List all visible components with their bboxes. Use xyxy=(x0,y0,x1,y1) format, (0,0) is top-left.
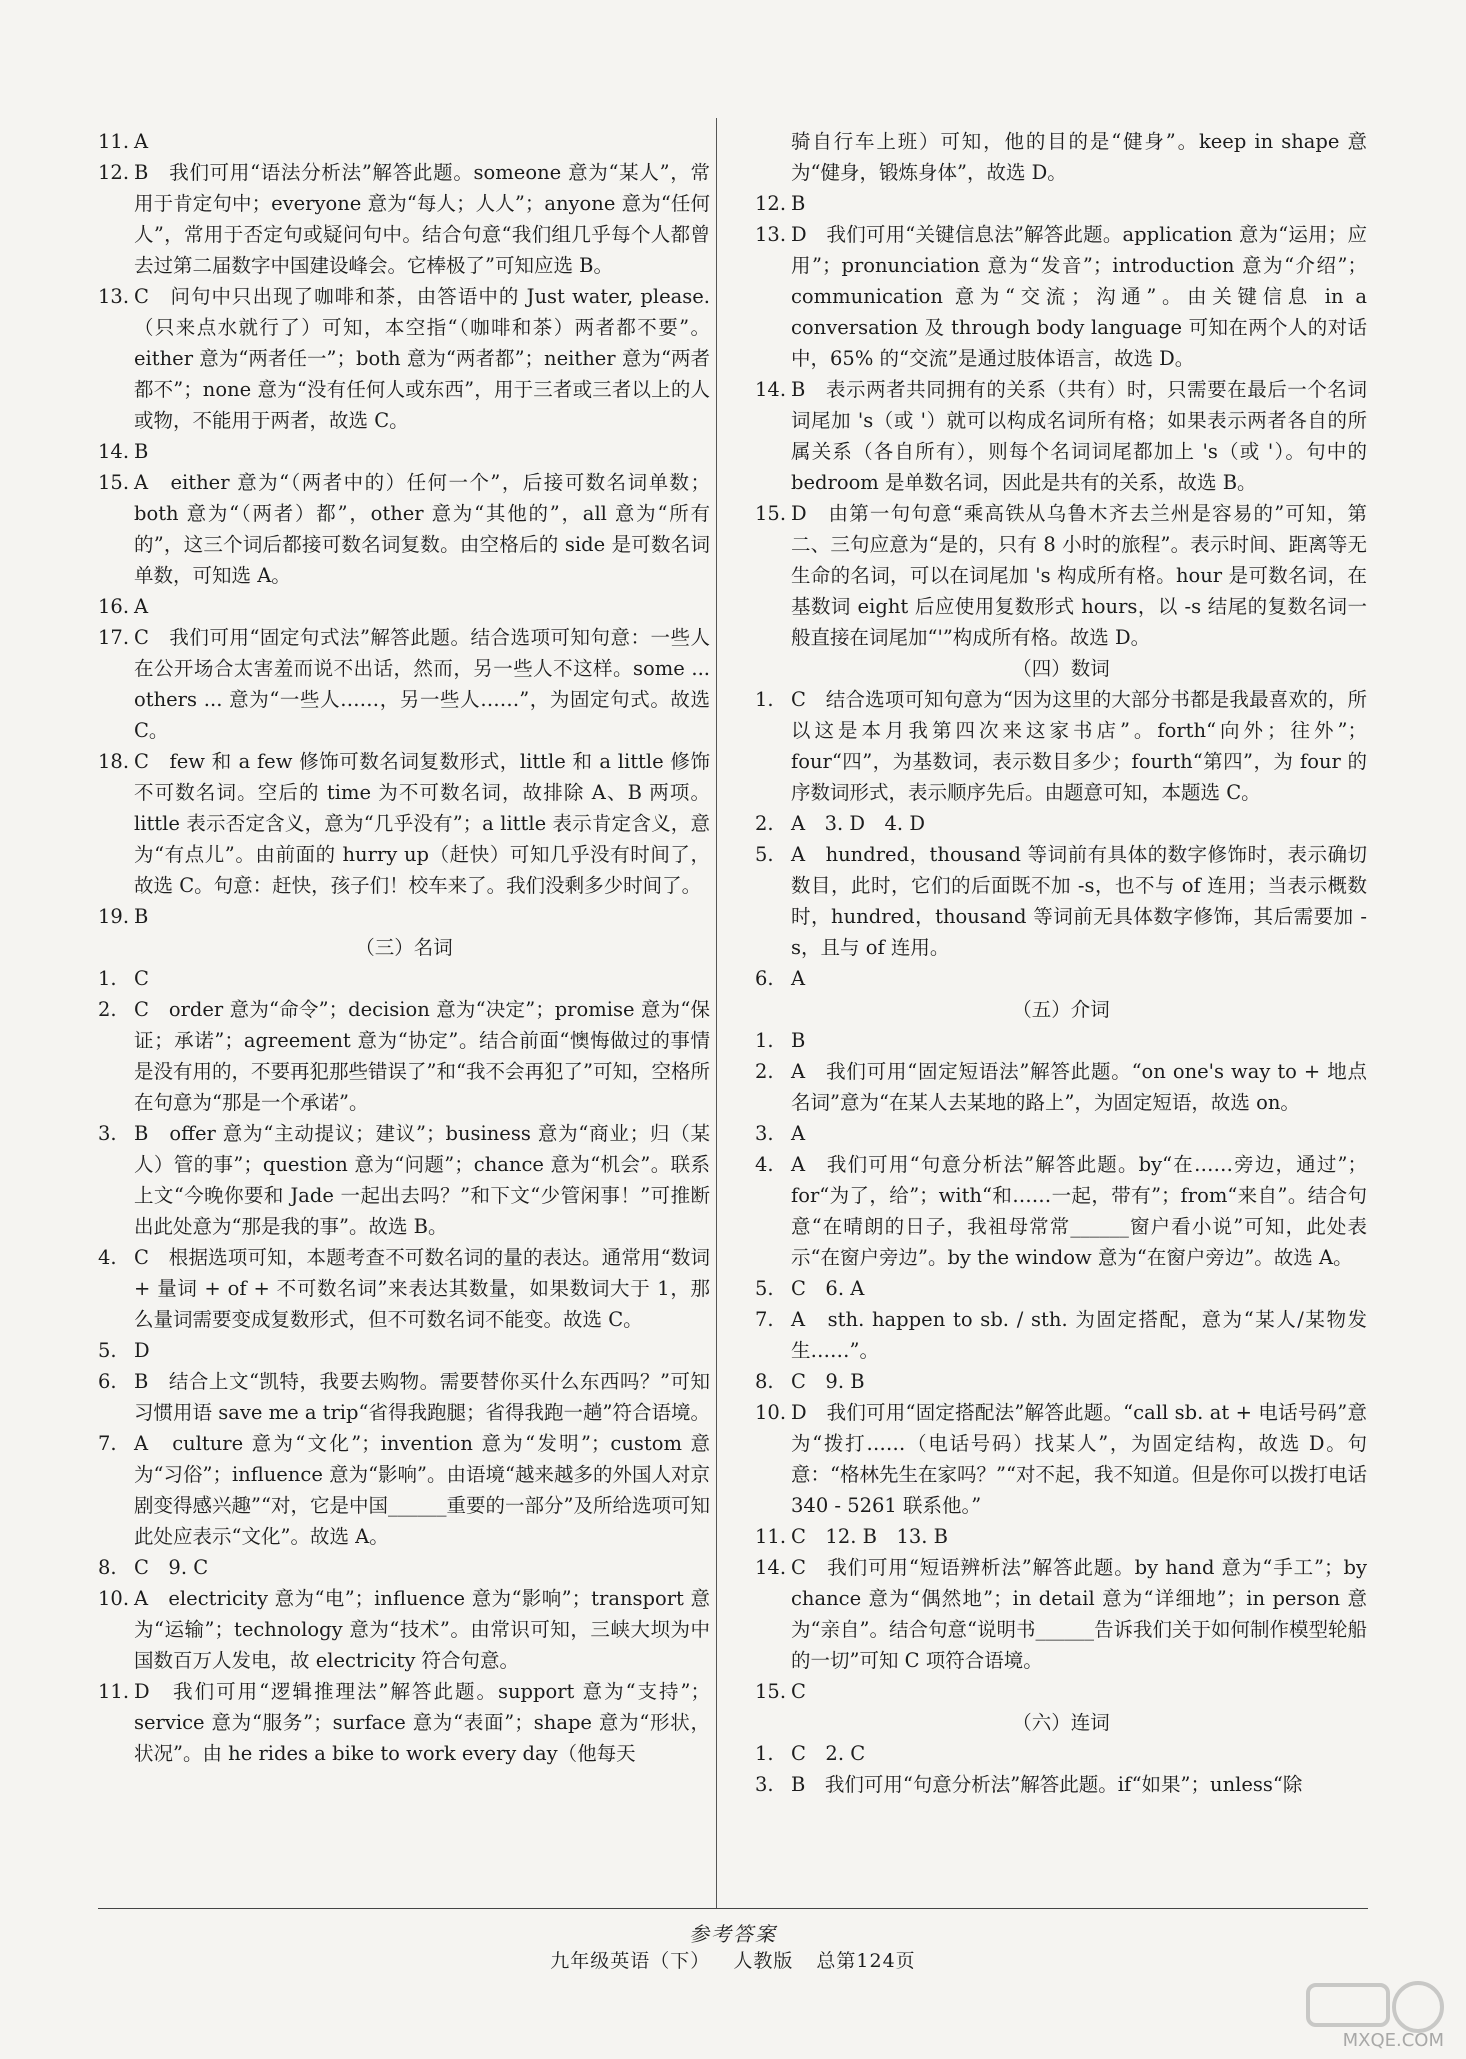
answer-item xyxy=(98,1552,710,1583)
answer-item xyxy=(755,219,1374,374)
answer-text: C 结合选项可知句意为“因为这里的大部分书都是我最喜欢的，所以这是本月我第四次来这家书店”。forth“向外；往外”；four“四”，为基数词，表示数目多少；fourth“第四”，为 four 的序数词形式，表示顺序先后。由题意可知，本题选 C。 xyxy=(791,688,1367,804)
answer-item xyxy=(98,1583,710,1676)
answer-text: A xyxy=(134,130,149,153)
answer-item xyxy=(98,622,717,746)
answer-item xyxy=(755,1056,1367,1118)
answer-number: 1. xyxy=(755,688,774,711)
column-divider xyxy=(716,118,717,1908)
answer-item xyxy=(755,1738,1367,1769)
footer-edition: 人教版 xyxy=(733,1950,794,1972)
answer-number: 10. xyxy=(98,1587,130,1610)
answer-text: B xyxy=(791,192,806,215)
answer-item xyxy=(755,684,1367,808)
answer-number: 12. xyxy=(755,192,787,215)
answer-number: 1. xyxy=(755,1742,774,1765)
answer-item xyxy=(98,1242,717,1335)
answer-item xyxy=(755,1552,1374,1676)
answer-item xyxy=(98,963,710,994)
answer-text: C xyxy=(134,967,149,990)
footer-rule xyxy=(98,1908,1368,1909)
answer-number: 10. xyxy=(755,1401,787,1424)
answer-number: 7. xyxy=(98,1432,117,1455)
answer-item xyxy=(755,808,1367,839)
watermark-text: MXQE.COM xyxy=(1342,2030,1444,2051)
answer-item xyxy=(755,839,1367,963)
answer-item xyxy=(755,1304,1367,1366)
answer-item xyxy=(98,281,710,436)
answer-number: 11. xyxy=(98,130,130,153)
answer-number: 15. xyxy=(755,502,787,525)
answer-item xyxy=(755,1273,1367,1304)
answer-number: 5. xyxy=(98,1339,117,1362)
answer-text: D xyxy=(134,1339,150,1362)
answer-text: C 12. B 13. B xyxy=(791,1525,948,1548)
answer-item xyxy=(755,1118,1367,1149)
answer-text: C 我们可用“短语辨析法”解答此题。by hand 意为“手工”；by chance 意为“偶然地”；in detail 意为“详细地”；in person 意为“亲自”。结合句意“说明书______告诉我们关于如何制作模型轮船的一切”可知 C 项符合语境。 xyxy=(791,1556,1374,1672)
answer-text: B xyxy=(134,440,149,463)
answer-number: 4. xyxy=(98,1246,117,1269)
answer-item xyxy=(98,1335,710,1366)
answer-item xyxy=(98,467,710,591)
answer-text: C 9. C xyxy=(134,1556,209,1579)
answer-number: 6. xyxy=(755,967,774,990)
answer-item xyxy=(755,498,1367,653)
answer-text: C 2. C xyxy=(791,1742,866,1765)
answer-text: C 6. A xyxy=(791,1277,865,1300)
answer-number: 8. xyxy=(98,1556,117,1579)
section-heading: （六）连词 xyxy=(1012,1711,1110,1734)
answer-number: 2. xyxy=(755,1060,774,1083)
answer-number: 11. xyxy=(755,1525,787,1548)
answer-text: C 9. B xyxy=(791,1370,865,1393)
answer-item xyxy=(98,157,710,281)
answer-item xyxy=(98,1676,710,1769)
answer-item xyxy=(98,994,710,1118)
footer-title: 参考答案 xyxy=(689,1922,777,1946)
answer-text: B 我们可用“句意分析法”解答此题。if“如果”；unless“除 xyxy=(791,1773,1303,1796)
answer-text: B 我们可用“语法分析法”解答此题。someone 意为“某人”，常用于肯定句中；everyone 意为“每人；人人”；anyone 意为“任何人”，常用于否定句或疑问句中。结合句意“我们组几乎每个人都曾去过第二届数字中国建设峰会。它棒极了”可知应选 B。 xyxy=(134,161,710,277)
answer-text: C order 意为“命令”；decision 意为“决定”；promise 意为“保证；承诺”；agreement 意为“协定”。结合前面“懊悔做过的事情是没有用的，不要再犯那些错误了”和“我不会再犯了”可知，空格所在句意为“那是一个承诺”。 xyxy=(134,998,710,1114)
answer-text: A xyxy=(791,967,806,990)
answer-number: 13. xyxy=(755,223,787,246)
answer-number: 14. xyxy=(755,378,787,401)
answer-text: C few 和 a few 修饰可数名词复数形式，little 和 a little 修饰不可数名词。空后的 time 为不可数名词，故排除 A、B 两项。little 表示否定含义，意为“几乎没有”；a little 表示肯定含义，意为“有点儿”。由前面的 hurry up（赶快）可知几乎没有时间了，故选 C。句意：赶快，孩子们！校车来了。我们没剩多少时间了。 xyxy=(134,750,710,897)
answer-item xyxy=(755,1769,1367,1800)
answer-text: A either 意为“（两者中的）任何一个”，后接可数名词单数；both 意为“（两者）都”，other 意为“其他的”，all 意为“所有的”，这三个词后都接可数名词复数。由空格后的 side 是可数名词单数，可知选 A。 xyxy=(134,471,710,587)
answer-item xyxy=(755,1149,1367,1273)
right-column xyxy=(755,126,1374,1800)
answer-text: A hundred，thousand 等词前有具体的数字修饰时，表示确切数目，此时，它们的后面既不加 -s，也不与 of 连用；当表示概数时，hundred，thousand 等词前无具体数字修饰，其后需要加 -s，且与 of 连用。 xyxy=(791,843,1367,959)
answer-number: 2. xyxy=(98,998,117,1021)
answer-text: A xyxy=(791,1122,806,1145)
answer-number: 13. xyxy=(98,285,130,308)
answer-number: 18. xyxy=(98,750,130,773)
answer-item xyxy=(98,436,710,467)
answer-number: 19. xyxy=(98,905,130,928)
answer-number: 4. xyxy=(755,1153,774,1176)
answer-item xyxy=(755,1397,1374,1521)
answer-text: D 我们可用“固定搭配法”解答此题。“call sb. at + 电话号码”意为“拨打……（电话号码）找某人”，为固定结构，故选 D。句意：“格林先生在家吗？”“对不起，我不知道。但是你可以拨打电话 340 - 5261 联系他。” xyxy=(791,1401,1374,1517)
answer-text: A sth. happen to sb. / sth. 为固定搭配，意为“某人/某物发生……”。 xyxy=(791,1308,1367,1362)
answer-item xyxy=(755,1025,1367,1056)
answer-number: 5. xyxy=(755,1277,774,1300)
answer-number: 1. xyxy=(98,967,117,990)
answer-text: A 3. D 4. D xyxy=(791,812,925,835)
answer-item xyxy=(98,1366,710,1428)
answer-number: 6. xyxy=(98,1370,117,1393)
answer-item xyxy=(755,188,1367,219)
answer-item xyxy=(755,1521,1367,1552)
footer-page-number: 总第124页 xyxy=(816,1950,916,1972)
answer-text: B xyxy=(134,905,149,928)
answer-number: 8. xyxy=(755,1370,774,1393)
answer-text: C 我们可用“固定句式法”解答此题。结合选项可知句意：一些人在公开场合太害羞而说不出话，然而，另一些人不这样。some ... others ... 意为“一些人……，另一些人……”，为固定句式。故选 C。 xyxy=(134,626,717,742)
answer-number: 11. xyxy=(98,1680,130,1703)
answer-item xyxy=(98,1428,710,1552)
answer-item xyxy=(755,126,1367,188)
answer-item xyxy=(98,126,710,157)
answer-text: A 我们可用“固定短语法”解答此题。“on one's way to + 地点名词”意为“在某人去某地的路上”，为固定短语，故选 on。 xyxy=(791,1060,1367,1114)
answer-text: A xyxy=(134,595,149,618)
answer-text: A electricity 意为“电”；influence 意为“影响”；transport 意为“运输”；technology 意为“技术”。由常识可知，三峡大坝为中国数百万人发电，故 electricity 符合句意。 xyxy=(134,1587,710,1672)
section-heading: （四）数词 xyxy=(1012,657,1110,680)
answer-item xyxy=(755,1676,1367,1707)
answer-number: 5. xyxy=(755,843,774,866)
answer-number: 15. xyxy=(98,471,130,494)
left-column xyxy=(98,126,717,1769)
footer-grade: 九年级英语（下） xyxy=(550,1950,711,1972)
answer-item xyxy=(755,374,1374,498)
answer-item xyxy=(98,901,710,932)
answer-number: 3. xyxy=(755,1773,774,1796)
answer-text: D 我们可用“关键信息法”解答此题。application 意为“运用；应用”；pronunciation 意为“发音”；introduction 意为“介绍”；communication 意为“交流；沟通”。由关键信息 in a conversation 及 through body language 可知在两个人的对话中，65% 的“交流”是通过肢体语言，故选 D。 xyxy=(791,223,1374,370)
answer-item xyxy=(755,963,1367,994)
answer-text: D 由第一句句意“乘高铁从乌鲁木齐去兰州是容易的”可知，第二、三句应意为“是的，只有 8 小时的旅程”。表示时间、距离等无生命的名词，可以在词尾加 's 构成所有格。hour 是可数名词，在基数词 eight 后应使用复数形式 hours，以 -s 结尾的复数名词一般直接在词尾加“'”构成所有格。故选 D。 xyxy=(791,502,1367,649)
answer-text: B xyxy=(791,1029,806,1052)
answer-text: D 我们可用“逻辑推理法”解答此题。support 意为“支持”；service 意为“服务”；surface 意为“表面”；shape 意为“形状，状况”。由 he rides a bike to work every day（他每天 xyxy=(134,1680,710,1765)
answer-item xyxy=(98,1118,710,1242)
answer-text: A 我们可用“句意分析法”解答此题。by“在……旁边，通过”；for“为了，给”；with“和……一起，带有”；from“来自”。结合句意“在晴朗的日子，我祖母常常______窗户看小说”可知，此处表示“在窗户旁边”。by the window 意为“在窗户旁边”。故选 A。 xyxy=(791,1153,1367,1269)
section-heading: （五）介词 xyxy=(1012,998,1110,1021)
answer-text: C 根据选项可知，本题考查不可数名词的量的表达。通常用“数词 + 量词 + of + 不可数名词”来表达其数量，如果数词大于 1，那么量词需要变成复数形式，但不可数名词不能变。故选 C。 xyxy=(134,1246,717,1331)
answer-item xyxy=(755,1366,1367,1397)
answer-number: 16. xyxy=(98,595,130,618)
answer-number: 1. xyxy=(755,1029,774,1052)
answer-number: 15. xyxy=(755,1680,787,1703)
footer-info xyxy=(0,1946,1466,1973)
answer-text: C 问句中只出现了咖啡和茶，由答语中的 Just water, please.（只来点水就行了）可知，本空指“（咖啡和茶）两者都不要”。either 意为“两者任一”；both 意为“两者都”；neither 意为“两者都不”；none 意为“没有任何人或东西”，用于三者或三者以上的人或物，不能用于两者，故选 C。 xyxy=(134,285,710,432)
answer-item xyxy=(98,746,710,901)
answer-number: 12. xyxy=(98,161,130,184)
answer-text: B offer 意为“主动提议；建议”；business 意为“商业；归（某人）管的事”；question 意为“问题”；chance 意为“机会”。联系上文“今晚你要和 Jade 一起出去吗？”和下文“少管闲事！”可推断出此处意为“那是我的事”。故选 B。 xyxy=(134,1122,710,1238)
answer-text: C xyxy=(791,1680,806,1703)
answer-number: 14. xyxy=(98,440,130,463)
answer-number: 7. xyxy=(755,1308,774,1331)
answer-text: B 表示两者共同拥有的关系（共有）时，只需要在最后一个名词词尾加 's（或 '）就可以构成名词所有格；如果表示两者各自的所属关系（各自所有），则每个名词词尾都加上 's（或 '）。句中的 bedroom 是单数名词，因此是共有的关系，故选 B。 xyxy=(791,378,1374,494)
answer-number: 14. xyxy=(755,1556,787,1579)
section-heading: （三）名词 xyxy=(355,936,453,959)
answer-number: 3. xyxy=(98,1122,117,1145)
answer-number: 17. xyxy=(98,626,130,649)
answer-text: 骑自行车上班）可知，他的目的是“健身”。keep in shape 意为“健身，锻炼身体”，故选 D。 xyxy=(791,130,1367,184)
answer-item xyxy=(98,591,710,622)
answer-text: A culture 意为“文化”；invention 意为“发明”；custom 意为“习俗”；influence 意为“影响”。由语境“越来越多的外国人对京剧变得感兴趣”“对，它是中国______重要的一部分”及所给选项可知此处应表示“文化”。故选 A。 xyxy=(134,1432,710,1548)
answer-number: 2. xyxy=(755,812,774,835)
answer-text: B 结合上文“凯特，我要去购物。需要替你买什么东西吗？”可知习惯用语 save me a trip“省得我跑腿；省得我跑一趟”符合语境。 xyxy=(134,1370,710,1424)
answer-number: 3. xyxy=(755,1122,774,1145)
